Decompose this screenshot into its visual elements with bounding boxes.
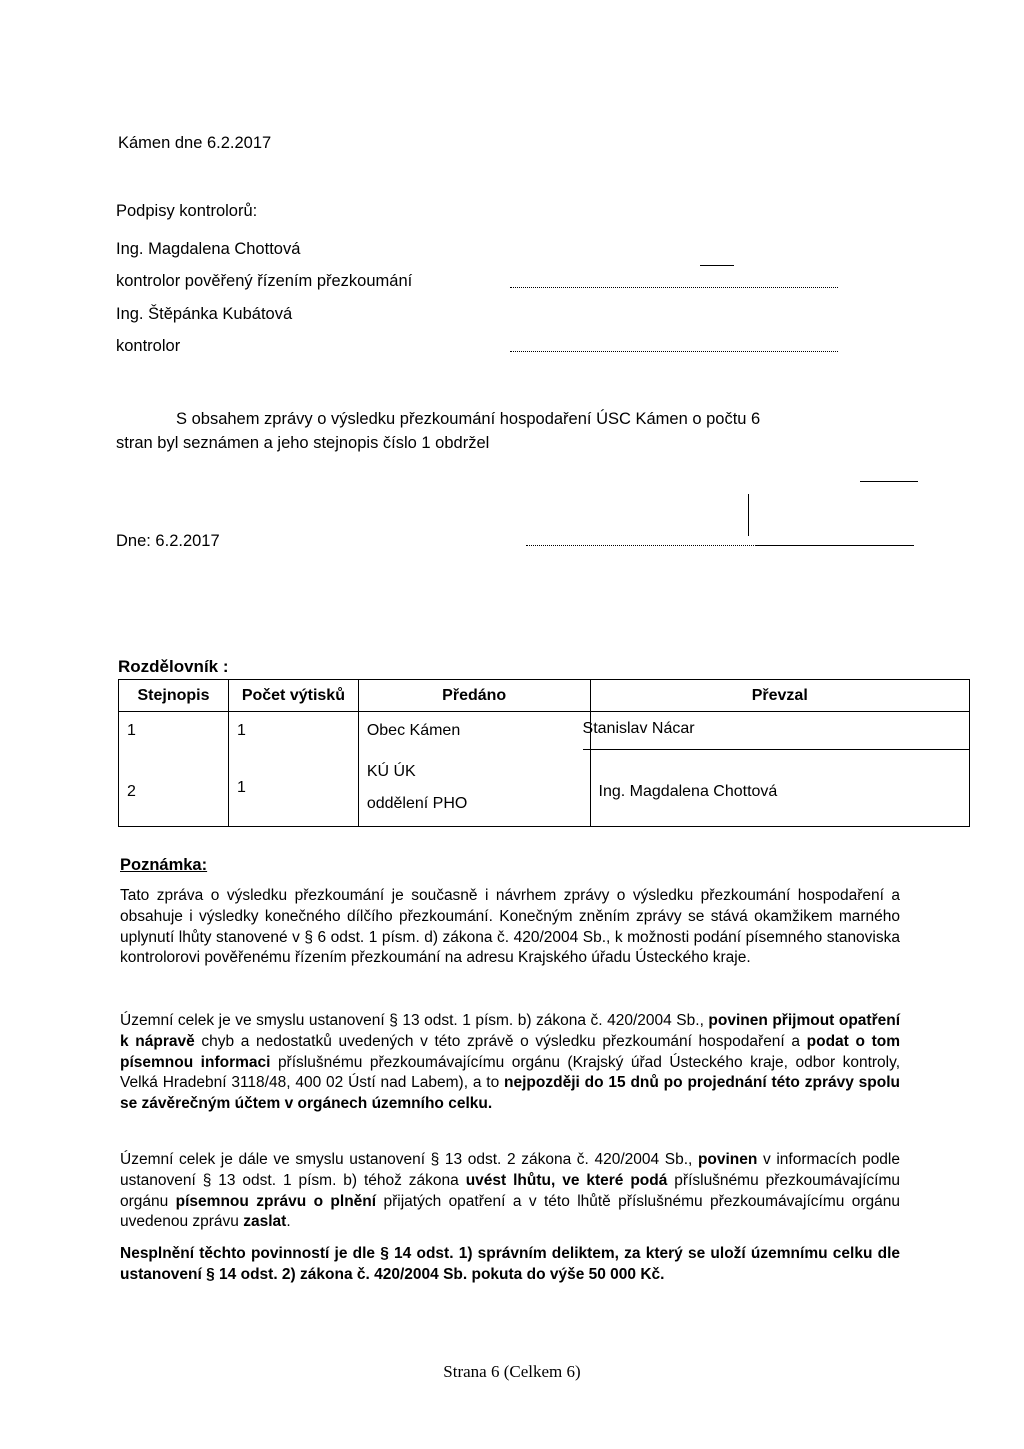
- p2-bold: povinen přijmout opatření k nápravě: [120, 1012, 900, 1050]
- p3-text: Územní celek je dále ve smyslu ustanovení § 13 odst. 2 zákona č. 420/2004 Sb.,: [120, 1151, 693, 1168]
- p3-bold: povinen: [697, 1151, 758, 1168]
- cell-count: 1: [228, 749, 358, 827]
- p3-text: .: [286, 1213, 291, 1231]
- p2-text: příslušnému přezkoumávajícímu orgánu (Krajský úřad Ústeckého kraje, odbor kontroly, Velká Hradební 3118/48, 400 02 Ústí nad Labem), a to: [120, 1053, 901, 1092]
- cell-copy: 1: [119, 712, 229, 750]
- header-copy: Stejnopis: [119, 680, 229, 712]
- p2-text: chyb a nedostatků uvedených v této zprávě o výsledku přezkoumání hospodaření a: [201, 1032, 800, 1050]
- p2-bold: nejpozději do 15 dnů po projednání této zprávy spolu se závěrečným účtem v orgánech územního celku.: [120, 1074, 900, 1113]
- controller2-role: kontrolor: [116, 337, 181, 355]
- p3-text: příslušnému přezkoumávajícímu orgánu: [120, 1171, 901, 1210]
- received-by-text: Stanislav Nácar: [582, 720, 695, 737]
- signature-stroke: [860, 481, 918, 482]
- table-row: [119, 712, 970, 750]
- signature-line-3: [526, 545, 756, 546]
- note-paragraph-4: Nesplnění těchto povinností je dle § 14 odst. 1) správním deliktem, za který se uloží územnímu celku dle ustanovení § 14 odst. 2) zákona č. 420/2004 Sb. pokuta do výše 50 000 Kč.: [120, 1245, 900, 1283]
- cell-handed-to: [358, 749, 590, 827]
- cell-copy: 2: [119, 749, 229, 827]
- p3-text: v informacích podle ustanovení § 13 odst. 1 písm. b) téhož zákona: [120, 1151, 900, 1189]
- signature-line-2: [510, 351, 838, 352]
- table-row: [119, 749, 970, 827]
- p2-bold: podat o tom písemnou informaci: [120, 1032, 900, 1071]
- page-footer: Strana 6 (Celkem 6): [443, 1362, 581, 1381]
- table-header-row: [119, 680, 970, 712]
- cell-handed-to: Obec Kámen: [358, 712, 590, 750]
- signature-stroke: [756, 545, 914, 546]
- distribution-title: Rozdělovník :: [118, 657, 229, 676]
- note-paragraph-3: [120, 1150, 900, 1233]
- p2-text: Územní celek je ve smyslu ustanovení § 13 odst. 1 písm. b) zákona č. 420/2004 Sb.,: [120, 1012, 704, 1029]
- p3-text: přijatých opatření a v této lhůtě příslušnému přezkoumávajícímu orgánu uvedenou zprávu: [120, 1192, 901, 1231]
- handed-to-line1: KÚ ÚK: [366, 762, 416, 780]
- signatures-title: Podpisy kontrolorů:: [116, 202, 258, 220]
- p3-bold: písemnou zprávu o plnění: [175, 1192, 377, 1210]
- controller2-name: Ing. Štěpánka Kubátová: [116, 305, 293, 323]
- header-received-by: Převzal: [590, 680, 969, 712]
- signature-stroke: [700, 265, 734, 266]
- distribution-table: [118, 679, 970, 827]
- note-paragraph-1: Tato zpráva o výsledku přezkoumání je současně i návrhem zprávy o výsledku přezkoumání hospodaření a obsahuje i výsledky konečného dílčího přezkoumání. Konečným zněním zprávy se stává okamžikem marného uplynutí lhůty stanovené v § 6 odst. 1 písm. d) zákona č. 420/2004 Sb., k možnosti podání písemného stanoviska kontrolorovi pověřenému řízením přezkoumání na adresu Krajského úřadu Ústeckého kraje.: [120, 887, 900, 967]
- header-handed-to: Předáno: [358, 680, 590, 712]
- p3-bold: uvést lhůtu, ve které podá: [465, 1171, 668, 1189]
- note-paragraph-2: [120, 1011, 900, 1115]
- row-divider: [583, 749, 969, 750]
- cell-count: 1: [228, 712, 358, 750]
- acknowledgement-line1: S obsahem zprávy o výsledku přezkoumání hospodaření ÚSC Kámen o počtu 6: [176, 410, 761, 428]
- cell-received-by: [582, 712, 969, 750]
- cell-received-by: Ing. Magdalena Chottová: [590, 749, 969, 827]
- p3-bold: zaslat: [243, 1213, 287, 1231]
- header-count: Počet výtisků: [228, 680, 358, 712]
- handed-to-line2: oddělení PHO: [366, 794, 468, 812]
- signature-stroke: [748, 494, 749, 536]
- controller1-name: Ing. Magdalena Chottová: [116, 240, 301, 258]
- note-title: Poznámka:: [120, 856, 208, 874]
- place-date: Kámen dne 6.2.2017: [118, 134, 272, 152]
- acknowledgement-line2: stran byl seznámen a jeho stejnopis číslo 1 obdržel: [116, 434, 490, 452]
- acknowledgement-date: Dne: 6.2.2017: [116, 532, 220, 550]
- controller1-role: kontrolor pověřený řízením přezkoumání: [116, 272, 413, 290]
- signature-line-1: [510, 287, 838, 288]
